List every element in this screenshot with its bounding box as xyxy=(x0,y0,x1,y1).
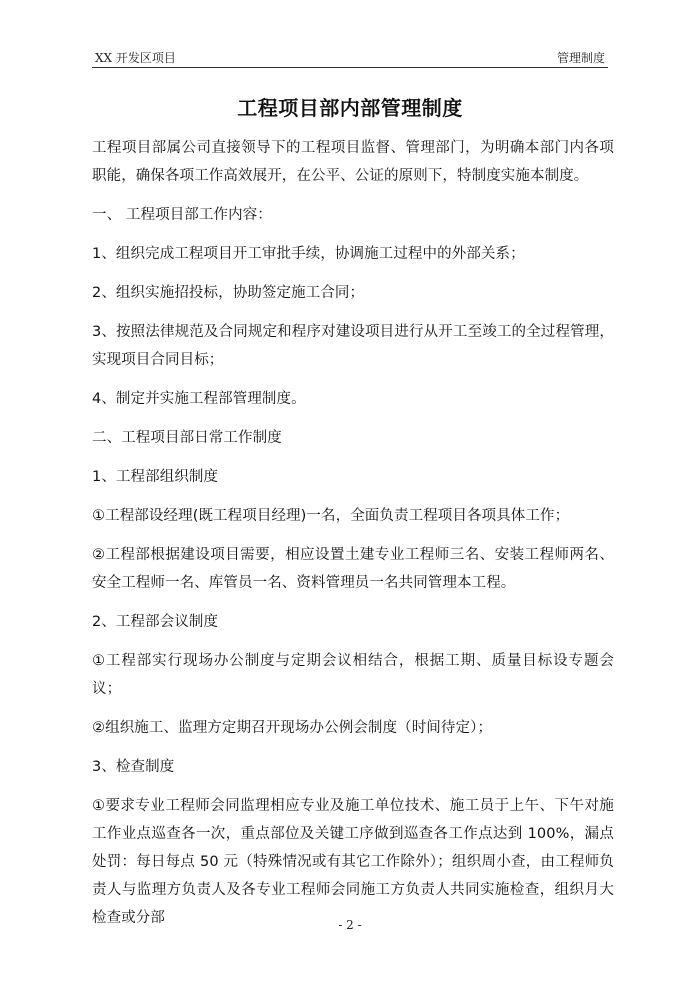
paragraph: 二、工程项目部日常工作制度 xyxy=(92,430,282,446)
paragraph: 3、检查制度 xyxy=(92,759,175,775)
paragraph: ②组织施工、监理方定期召开现场办公例会制度（时间待定）； xyxy=(92,720,493,736)
paragraph: 1、组织完成工程项目开工审批手续，协调施工过程中的外部关系； xyxy=(92,246,525,262)
paragraph: 4、制定并实施工程部管理制度。 xyxy=(92,391,306,407)
paragraph: 工程项目部属公司直接领导下的工程项目监督、管理部门，为明确本部门内各项职能，确保各项工作高效展开，在公平、公证的原则下，特制度实施本制度。 xyxy=(92,140,614,184)
paragraph: ②工程部根据建设项目需要，相应设置土建专业工程师三名、安装工程师两名、安全工程师一名、库管员一名、资料管理员一名共同管理本工程。 xyxy=(92,547,614,591)
paragraph: 2、组织实施招投标，协助签定施工合同； xyxy=(92,285,365,301)
paragraph: 3、按照法律规范及合同规定和程序对建设项目进行从开工至竣工的全过程管理，实现项目合同目标； xyxy=(92,324,614,368)
paragraph: 2、工程部会议制度 xyxy=(92,614,219,630)
document-body xyxy=(92,134,614,943)
header-section-name: 管理制度 xyxy=(556,51,605,65)
paragraph: 一、 工程项目部工作内容： xyxy=(92,207,272,223)
paragraph: 1、工程部组织制度 xyxy=(92,469,219,485)
paragraph: ①要求专业工程师会同监理相应专业及施工单位技术、施工员于上午、下午对施工作业点巡查各一次，重点部位及关键工序做到巡查各工作点达到 100%，漏点处罚：每日每点 50 元（特殊情况或有其它工作除外）；组织周小查，由工程师负责人与监理方负责人及各专业工程师会同施工方负责人共同实施检查，组织月大检查或分部 xyxy=(92,798,614,926)
page-header xyxy=(92,45,608,68)
document-title: 工程项目部内部管理制度 xyxy=(237,96,463,120)
paragraph: ①工程部设经理(既工程项目经理)一名，全面负责工程项目各项具体工作； xyxy=(92,508,570,524)
page-number: - 2 - xyxy=(338,918,362,932)
paragraph: ①工程部实行现场办公制度与定期会议相结合，根据工期、质量目标设专题会议； xyxy=(92,653,614,697)
header-project-name: XX 开发区项目 xyxy=(95,51,176,65)
